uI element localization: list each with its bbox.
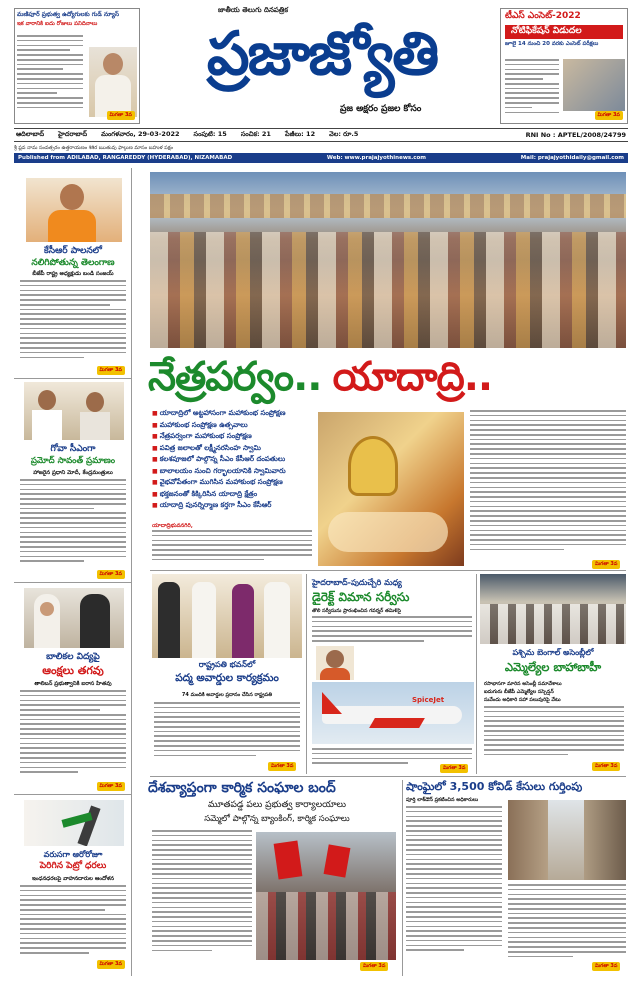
bandh-text-left [152,830,252,968]
page-badge: మిగతా 3వ [97,960,125,969]
flight-headline-1: హైదరాబాద్-పుదుచ్చేరి మధ్య [312,578,402,587]
price: వెల: రూ.5 [329,130,359,138]
masthead-motto: ప్రజ అక్షరం ప్రజల కోసం [340,104,422,114]
manipur-cm-photo [89,47,137,117]
pramod-sawant-photo [24,382,124,440]
lead-bullet: ■ యాదాద్రిలో అట్టహాసంగా మహాకుంభ సంప్రోక్షణ [152,408,322,420]
right-teaser-detail: జూలై 14 నుంచి 20 వరకు ఎంసెట్ పరీక్షలు [505,41,599,47]
bengal-headline-1: పశ్చిమ బెంగాల్ అసెంబ్లీలో [512,648,594,657]
lead-headline [148,346,628,408]
right-teaser-box [500,8,628,124]
lead-text-right [470,410,626,564]
page-badge: మిగతా 3వ [592,762,620,771]
published-bar [14,153,628,163]
lead-text-left [152,530,312,564]
story2-heading-2: ప్రమోద్ సావంత్ ప్రమాణం [30,456,116,466]
story3-text [20,690,126,782]
story4-text [20,885,126,961]
lead-bullet: ■ మహాకుంభ సంప్రోక్షణ ఉత్సవాలు [152,420,322,432]
page-badge: మిగతా 3వ [360,962,388,971]
page-badge: మిగతా 3వ [440,764,468,773]
bengal-headline-2: ఎమ్మెల్యేల బాహాబాహీ [504,660,602,674]
page-badge: మిగతా 3వ [107,111,135,120]
lead-bullet: ■ బాలాలయం నుంచి గర్భాలయానికి స్వామివారు [152,466,322,478]
lead-bullet: ■ పవిత్ర జలాలతో లక్ష్మీనరసింహ స్వామి [152,443,322,455]
story1-kicker: బీజేపీ రాష్ట్ర అధ్యక్షుడు బండి సంజయ్ [32,271,114,277]
padma-headline-2: పద్మ అవార్డుల కార్యక్రమం [175,672,279,684]
story2-kicker: హాజరైన ప్రధాని మోదీ, కేంద్రమంత్రులు [33,470,113,476]
left-teaser-text [17,35,83,115]
flight-text [312,616,472,646]
bandi-sanjay-photo [26,178,122,242]
lead-headline-part2: యాదాద్రి.. [332,354,493,400]
lead-bullet: ■ వైభవోపేతంగా ముగిసిన మహాకుంభ సంప్రోక్షణ [152,477,322,489]
story3-heading-1: బాలికల విద్యపై [46,652,100,662]
bandh-protest-photo [256,832,396,960]
story3-kicker: తాలిబన్ ప్రభుత్వానికి ఐరాస హితవు [34,681,112,687]
petrol-pump-photo [24,800,124,846]
left-teaser-box [14,8,140,124]
page-badge: మిగతా 3వ [595,111,623,120]
lead-bullets [152,408,322,520]
lead-bullet: ■ భక్తజనంతో కిక్కిరిసిన యాదాద్రి క్షేత్రం [152,489,322,501]
bengal-sub: రసాభాసగా మారిన అసెంబ్లీ సమావేశాలు [484,681,562,687]
masthead-title: ప్రజాజ్యోతి [206,19,438,89]
story4-heading-2: పెరిగిన పెట్రో ధరలు [39,861,107,871]
page-badge: మిగతా 3వ [97,570,125,579]
tamilisai-photo [316,646,354,680]
china-headline: షాంఘైలో 3,500 కోవిడ్ కేసులు గుర్తింపు [406,780,583,793]
rni-number: RNI No : APTEL/2008/24799 [525,131,626,139]
china-text [406,806,502,968]
story2-text [20,479,126,569]
bengal-text [484,706,624,764]
ritual-photo [318,412,464,566]
spicejet-plane-photo [312,682,474,744]
page-badge: మిగతా 3వ [97,782,125,791]
padma-text [154,702,300,764]
lead-headline-part1: నేత్రపర్వం.. [148,354,322,400]
story2-heading-1: గోవా సీఎంగా [50,444,96,454]
flight-kicker: తొలి సర్వీసును ప్రారంభించిన గవర్నర్ తమిళిసై [312,608,402,614]
lead-bullet: ■ నేత్రపర్వంగా మహాకుంభ సంప్రోక్షణ [152,431,322,443]
panchang-line: శ్రీ ప్లవ నామ సంవత్సరం ఉత్తరాయణం శిశిర ఋతువు ఫాల్గుణ మాసం బహుళ పక్షం [14,145,173,151]
yadadri-lead-photo [150,172,626,348]
story1-text [20,280,126,364]
padma-kicker: 74 మందికి అవార్డుల ప్రదానం చేసిన రాష్ట్రపతి [181,692,273,698]
bengal-assembly-photo [480,574,626,644]
issue: సంచిక: 21 [240,130,271,138]
china-text-2 [508,884,626,964]
flight-headline-2: డైరెక్ట్ విమాన సర్వీసు [312,590,410,604]
page-badge: మిగతా 3వ [592,962,620,971]
page-badge: మిగతా 3వ [97,366,125,375]
afghan-girls-photo [24,588,124,648]
story3-heading-2: ఆంక్షలు తగవు [42,664,104,677]
page-badge: మిగతా 3వ [268,762,296,771]
email: Mail: prajajyothidaily@gmail.com [520,155,624,161]
volume: సంపుటి: 15 [193,130,227,138]
left-column [14,168,132,976]
left-teaser-sub: ఇక వారానికి ఐదు రోజులు పనిదినాలు [17,21,98,27]
city: హైదరాబాద్ [58,130,88,138]
lead-bullet: ■ యాదాద్రి పునర్నిర్మాణ కర్తగా సీఎం కేసీఆర్ [152,500,322,512]
bengal-sub: సువేందు అధికారి సహా పలువురిపై వేటు [484,697,561,703]
lead-bullet: ■ కలశపూజలో పాల్గొన్న సీఎం కేసీఆర్ దంపతులు [152,454,322,466]
shanghai-street-photo [508,800,626,880]
edition: ఆదిలాబాద్ [16,130,45,138]
published-from: Published from ADILABAD, RANGAREDDY (HYDERABAD), NIZAMABAD [18,155,233,161]
left-teaser-title: మణిపూర్ ప్రభుత్వ ఉద్యోగులకు గుడ్ న్యూస్ [17,11,120,18]
bandh-sub-1: మూతపడ్డ పలు ప్రభుత్వ కార్యాలయాలు [207,800,347,810]
page-badge: మిగతా 3వ [592,560,620,569]
story1-heading-1: కేసీఆర్ పాలనలో [44,246,102,256]
spicejet-label: SpiceJet [412,696,445,704]
bengal-subs [484,680,626,704]
story1-heading-2: నలిగిపోతున్న తెలంగాణ [31,258,115,268]
story4-kicker: ఇంధనధరలపై వాహనదారుల ఆందోళన [31,876,115,882]
china-kicker: పూర్తి లాక్‌డౌన్ ప్రకటించిన అధికారులు [406,797,479,803]
lead-byline: యాదాద్రిభువనగిరి, [152,523,193,529]
website: Web: www.prajajyothinews.com [326,155,427,161]
bandh-sub-2: సమ్మెలో పాల్గొన్న బ్యాంకింగ్, కార్మిక సంఘాలు [204,814,350,824]
right-teaser-subtitle: నోటిఫికేషన్ విడుదల [505,25,623,39]
padma-awards-photo [152,574,302,658]
right-teaser-title: టీఎస్ ఎంసెట్-2022 [505,11,581,21]
students-photo [563,59,625,111]
dateline-bar [14,128,628,142]
tagline: జాతీయ తెలుగు దినపత్రిక [218,6,288,14]
bandh-headline: దేశవ్యాప్తంగా కార్మిక సంఘాల బంద్ [148,780,336,796]
bengal-sub: ఐదుగురు బీజేపీ ఎమ్మెల్యేల సస్పెన్షన్ [484,689,554,695]
padma-headline-1: రాష్ట్రపతి భవన్‌లో [198,660,256,669]
registration-marks [120,978,520,984]
pages: పేజీలు: 12 [284,130,316,138]
date: మంగళవారం, 29-03-2022 [101,130,180,138]
story4-heading-1: వరుసగా ఆరోరోజూ [43,850,103,859]
right-teaser-text [505,59,559,119]
